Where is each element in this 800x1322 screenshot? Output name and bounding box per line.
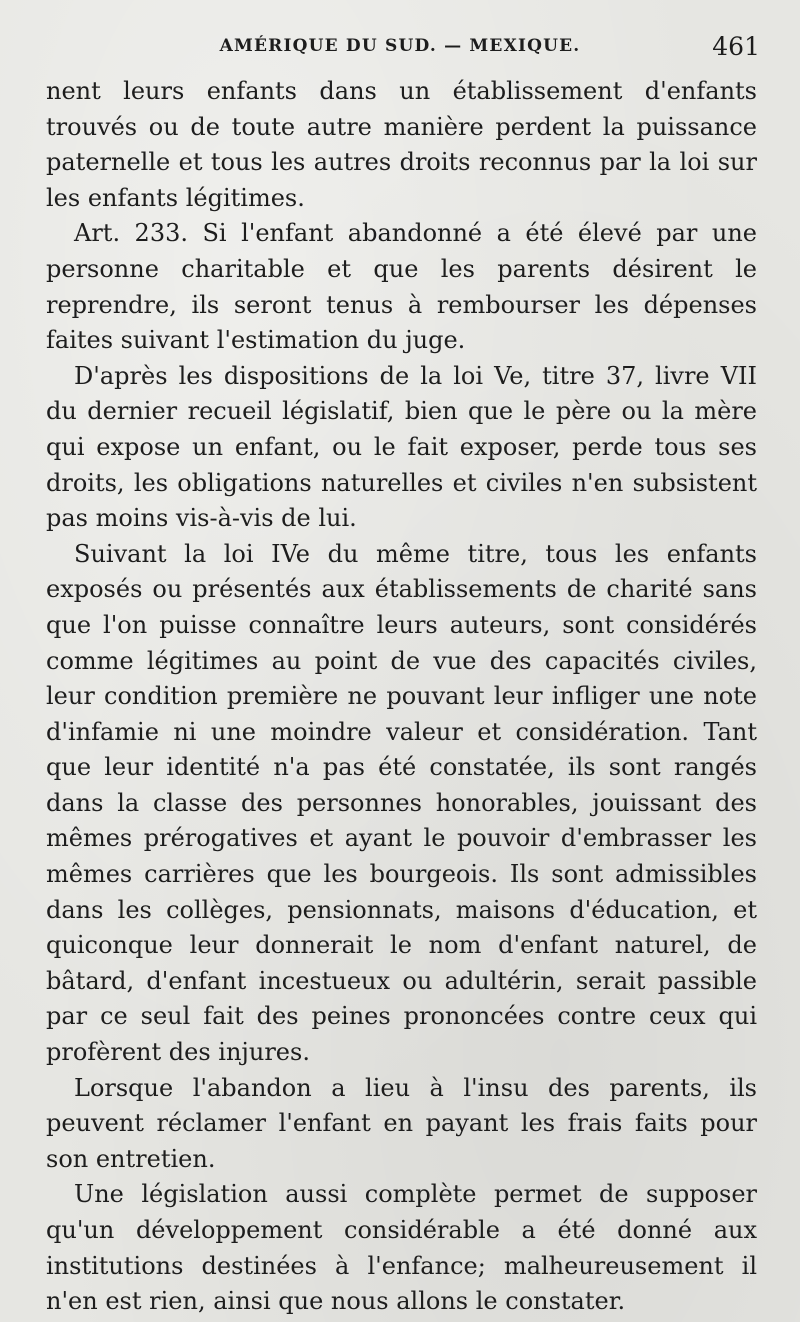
- paragraph-article-233: Art. 233. Si l'enfant abandonné a été élevé par une personne charitable et que les parents désirent le reprendre, ils seront tenus à rembourser les dépenses faites suivant l'estimation du juge.: [46, 219, 757, 355]
- paragraph-loi-iv: Suivant la loi IVe du même titre, tous les enfants exposés ou présentés aux établissements de charité sans que l'on puisse connaître leurs auteurs, sont considérés comme légitimes au point de vue des capacités civiles, leur condition première ne pouvant leur infliger une note d'infamie ni une moindre valeur et considération. Tant que leur identité n'a pas été constatée, ils sont rangés dans la classe des personnes honorables, jouissant des mêmes prérogatives et ayant le pouvoir d'embrasser les mêmes carrières que les bourgeois. Ils sont admissibles dans les collèges, pensionnats, maisons d'éducation, et quiconque leur donnerait le nom d'enfant naturel, de bâtard, d'enfant incestueux ou adultérin, serait passible par ce seul fait des peines prononcées contre ceux qui profèrent des injures.: [46, 539, 757, 1067]
- running-title: AMÉRIQUE DU SUD. — MEXIQUE.: [219, 36, 581, 56]
- page-header: [0, 32, 800, 62]
- paragraph-continuation: nent leurs enfants dans un établissement d'enfants trouvés ou de toute autre manière perdent la puissance paternelle et tous les autres droits reconnus par la loi sur les enfants légitimes.: [46, 77, 757, 212]
- page-number: 461: [712, 32, 760, 61]
- paragraph-loi-v: D'après les dispositions de la loi Ve, titre 37, livre VII du dernier recueil législatif, bien que le père ou la mère qui expose un enfant, ou le fait exposer, perde tous ses droits, les obligations naturelles et civiles n'en subsistent pas moins vis-à-vis de lui.: [46, 361, 757, 533]
- body-text: [46, 74, 757, 1320]
- paragraph-legislation: Une législation aussi complète permet de supposer qu'un développement considérable a été donné aux institutions destinées à l'enfance; malheureusement il n'en est rien, ainsi que nous allons le constater.: [46, 1180, 757, 1316]
- paragraph-abandon: Lorsque l'abandon a lieu à l'insu des parents, ils peuvent réclamer l'enfant en payant les frais faits pour son entretien.: [46, 1073, 757, 1173]
